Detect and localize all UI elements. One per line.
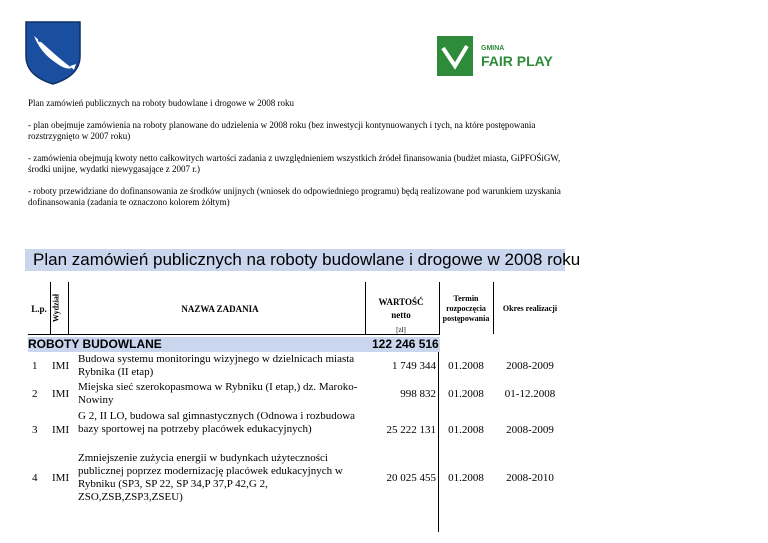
intro-paragraph-2: - zamówienia obejmują kwoty netto całkowitych wartości zadania z uwzględnieniem wszystkich źródeł finansowania (budżet miasta, GiPFOŚiGW, środki unijne, wydatki niewygasające z 2007 r.) <box>28 153 561 174</box>
row-lp: 2 <box>32 388 38 400</box>
intro-title: Plan zamówień publicznych na roboty budowlane i drogowe w 2008 roku <box>28 98 294 108</box>
header-netto: netto <box>391 310 411 320</box>
row-wartosc: 1 749 344 <box>392 360 436 372</box>
header-wydzial: Wydział <box>51 293 61 323</box>
row-lp: 4 <box>32 472 38 484</box>
grid-line <box>439 282 440 334</box>
row-nazwa: G 2, II LO, budowa sal gimnastycznych (Odnowa i rozbudowa bazy sportowej na potrzeby placówek edukacyjnych) <box>78 410 356 435</box>
header-nazwa: NAZWA ZADANIA <box>181 304 259 314</box>
row-termin: 01.2008 <box>448 472 484 484</box>
row-lp: 3 <box>32 424 38 436</box>
row-okres: 01-12.2008 <box>504 388 556 400</box>
row-wartosc: 25 222 131 <box>386 424 436 436</box>
grid-line <box>28 334 440 335</box>
city-crest-logo <box>22 18 84 86</box>
plan-banner-title: Plan zamówień publicznych na roboty budowlane i drogowe w 2008 roku <box>25 249 565 271</box>
row-nazwa: Budowa systemu monitoringu wizyjnego w dzielnicach miasta Rybnika (II etap) <box>78 353 355 378</box>
row-wartosc: 998 832 <box>400 388 436 400</box>
intro-paragraph-1: - plan obejmuje zamówienia na roboty planowane do udzielenia w 2008 roku (bez inwestycji kontynuowanych i tych, na które postępowania rozstrzygnięto w 2007 roku) <box>28 120 536 141</box>
grid-line <box>438 352 439 532</box>
grid-line <box>50 282 51 334</box>
header-lp: L.p. <box>31 304 47 314</box>
row-okres: 2008-2009 <box>506 424 554 436</box>
row-okres: 2008-2009 <box>506 360 554 372</box>
brand-big-text: FAIR PLAY <box>481 53 553 69</box>
row-wydzial: IMI <box>52 388 70 400</box>
grid-line <box>493 282 494 334</box>
row-lp: 1 <box>32 360 38 372</box>
header-termin: Termin rozpoczęcia postępowania <box>442 294 490 323</box>
header-unit: [zł] <box>396 326 406 334</box>
header-okres: Okres realizacji <box>502 304 558 313</box>
brand-small-text: GMINA <box>481 45 505 52</box>
row-wydzial: IMI <box>52 472 70 484</box>
row-termin: 01.2008 <box>448 388 484 400</box>
header-wartosc: WARTOŚĆ <box>378 297 424 307</box>
row-nazwa: Zmniejszenie zużycia energii w budynkach użyteczności publicznej poprzez modernizację placówek edukacyjnych w Rybniku (SP3, SP 22, SP 34,P 37,P 42,G 2, ZSO,ZSB,ZSP3,ZSEU) <box>78 452 343 503</box>
row-nazwa: Miejska sieć szerokopasmowa w Rybniku (I etap,) dz. Maroko-Nowiny <box>78 381 358 406</box>
row-termin: 01.2008 <box>448 424 484 436</box>
section-label: ROBOTY BUDOWLANE <box>28 337 162 351</box>
grid-line <box>365 282 366 334</box>
grid-line <box>68 282 69 334</box>
row-wydzial: IMI <box>52 424 70 436</box>
row-termin: 01.2008 <box>448 360 484 372</box>
section-total: 122 246 516 <box>372 337 439 351</box>
row-okres: 2008-2010 <box>506 472 554 484</box>
fair-play-logo <box>437 36 557 80</box>
row-wydzial: IMI <box>52 360 70 372</box>
intro-paragraph-3: - roboty przewidziane do dofinansowania ze środków unijnych (wniosek do odpowiedniego programu) będą realizowane pod warunkiem uzyskania dofinansowania (zadania te oznaczono kolorem żółtym) <box>28 186 561 207</box>
row-wartosc: 20 025 455 <box>386 472 436 484</box>
